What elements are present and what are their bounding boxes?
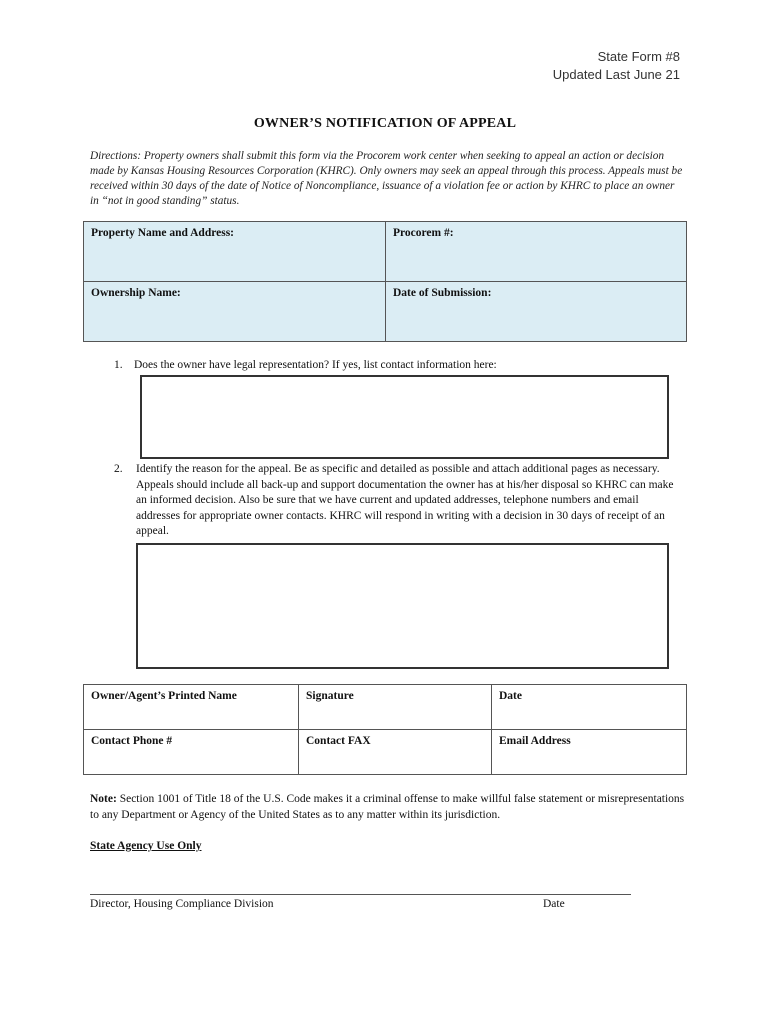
submission-date-label: Date of Submission: [393,287,492,299]
note-text: Section 1001 of Title 18 of the U.S. Code makes it a criminal offense to make willful false statement or misrepresentations to any Department or Agency of the United States as to any matter within its jurisdiction. [90,793,685,821]
email-address-label: Email Address [499,735,571,747]
printed-name-field[interactable] [84,685,299,730]
legal-note [90,792,690,823]
signature-table [83,684,687,775]
property-name-label: Property Name and Address: [91,227,235,239]
form-number: State Form #8 [597,49,680,64]
signature-label: Signature [306,690,354,702]
contact-fax-field[interactable] [299,730,492,775]
email-address-field[interactable] [492,730,687,775]
property-name-field[interactable] [84,222,386,282]
footer-date-label: Date [543,898,565,910]
contact-fax-label: Contact FAX [306,735,371,747]
note-label: Note: [90,793,117,805]
director-signature-line[interactable] [90,894,631,895]
question-2-text: Identify the reason for the appeal. Be as specific and detailed as possible and attach additional pages as necessary. Appeals should include all back-up and support documentation the owner has at his/her disposal so KHRC can make an informed decision. Also be sure that we have current and updated addresses, telephone numbers and email addresses for appropriate owner contacts. KHRC will respond in writing with a decision in 30 days of receipt of an appeal. [136,463,674,537]
appeal-reason-input[interactable] [136,543,669,669]
updated-date: Updated Last June 21 [552,67,680,82]
contact-phone-label: Contact Phone # [91,735,173,747]
property-info-table [83,221,687,342]
submission-date-field[interactable] [386,282,687,342]
date-label: Date [499,690,522,702]
directions-text: Directions: Property owners shall submit this form via the Procorem work center when seeking to appeal an action or decision made by Kansas Housing Resources Corporation (KHRC). Only owners may seek an appeal through this process. Appeals must be received within 30 days of the date of Notice of Noncompliance, issuance of a violation fee or action by KHRC to place an owner in “not in good standing” status. [90,150,683,207]
procorem-label: Procorem #: [393,227,454,239]
director-label: Director, Housing Compliance Division [90,898,274,910]
signature-field[interactable] [299,685,492,730]
ownership-label: Ownership Name: [91,287,181,299]
page-title: OWNER’S NOTIFICATION OF APPEAL [253,116,517,131]
question-2-number: 2. [114,463,123,475]
ownership-name-field[interactable] [84,282,386,342]
contact-phone-field[interactable] [84,730,299,775]
question-1-number: 1. [114,359,123,371]
legal-representation-input[interactable] [140,375,669,459]
question-1-text: Does the owner have legal representation? If yes, list contact information here: [134,359,497,371]
question-1 [114,358,684,374]
procorem-number-field[interactable] [386,222,687,282]
agency-use-heading: State Agency Use Only [90,840,202,852]
date-field[interactable] [492,685,687,730]
printed-name-label: Owner/Agent’s Printed Name [91,690,237,702]
